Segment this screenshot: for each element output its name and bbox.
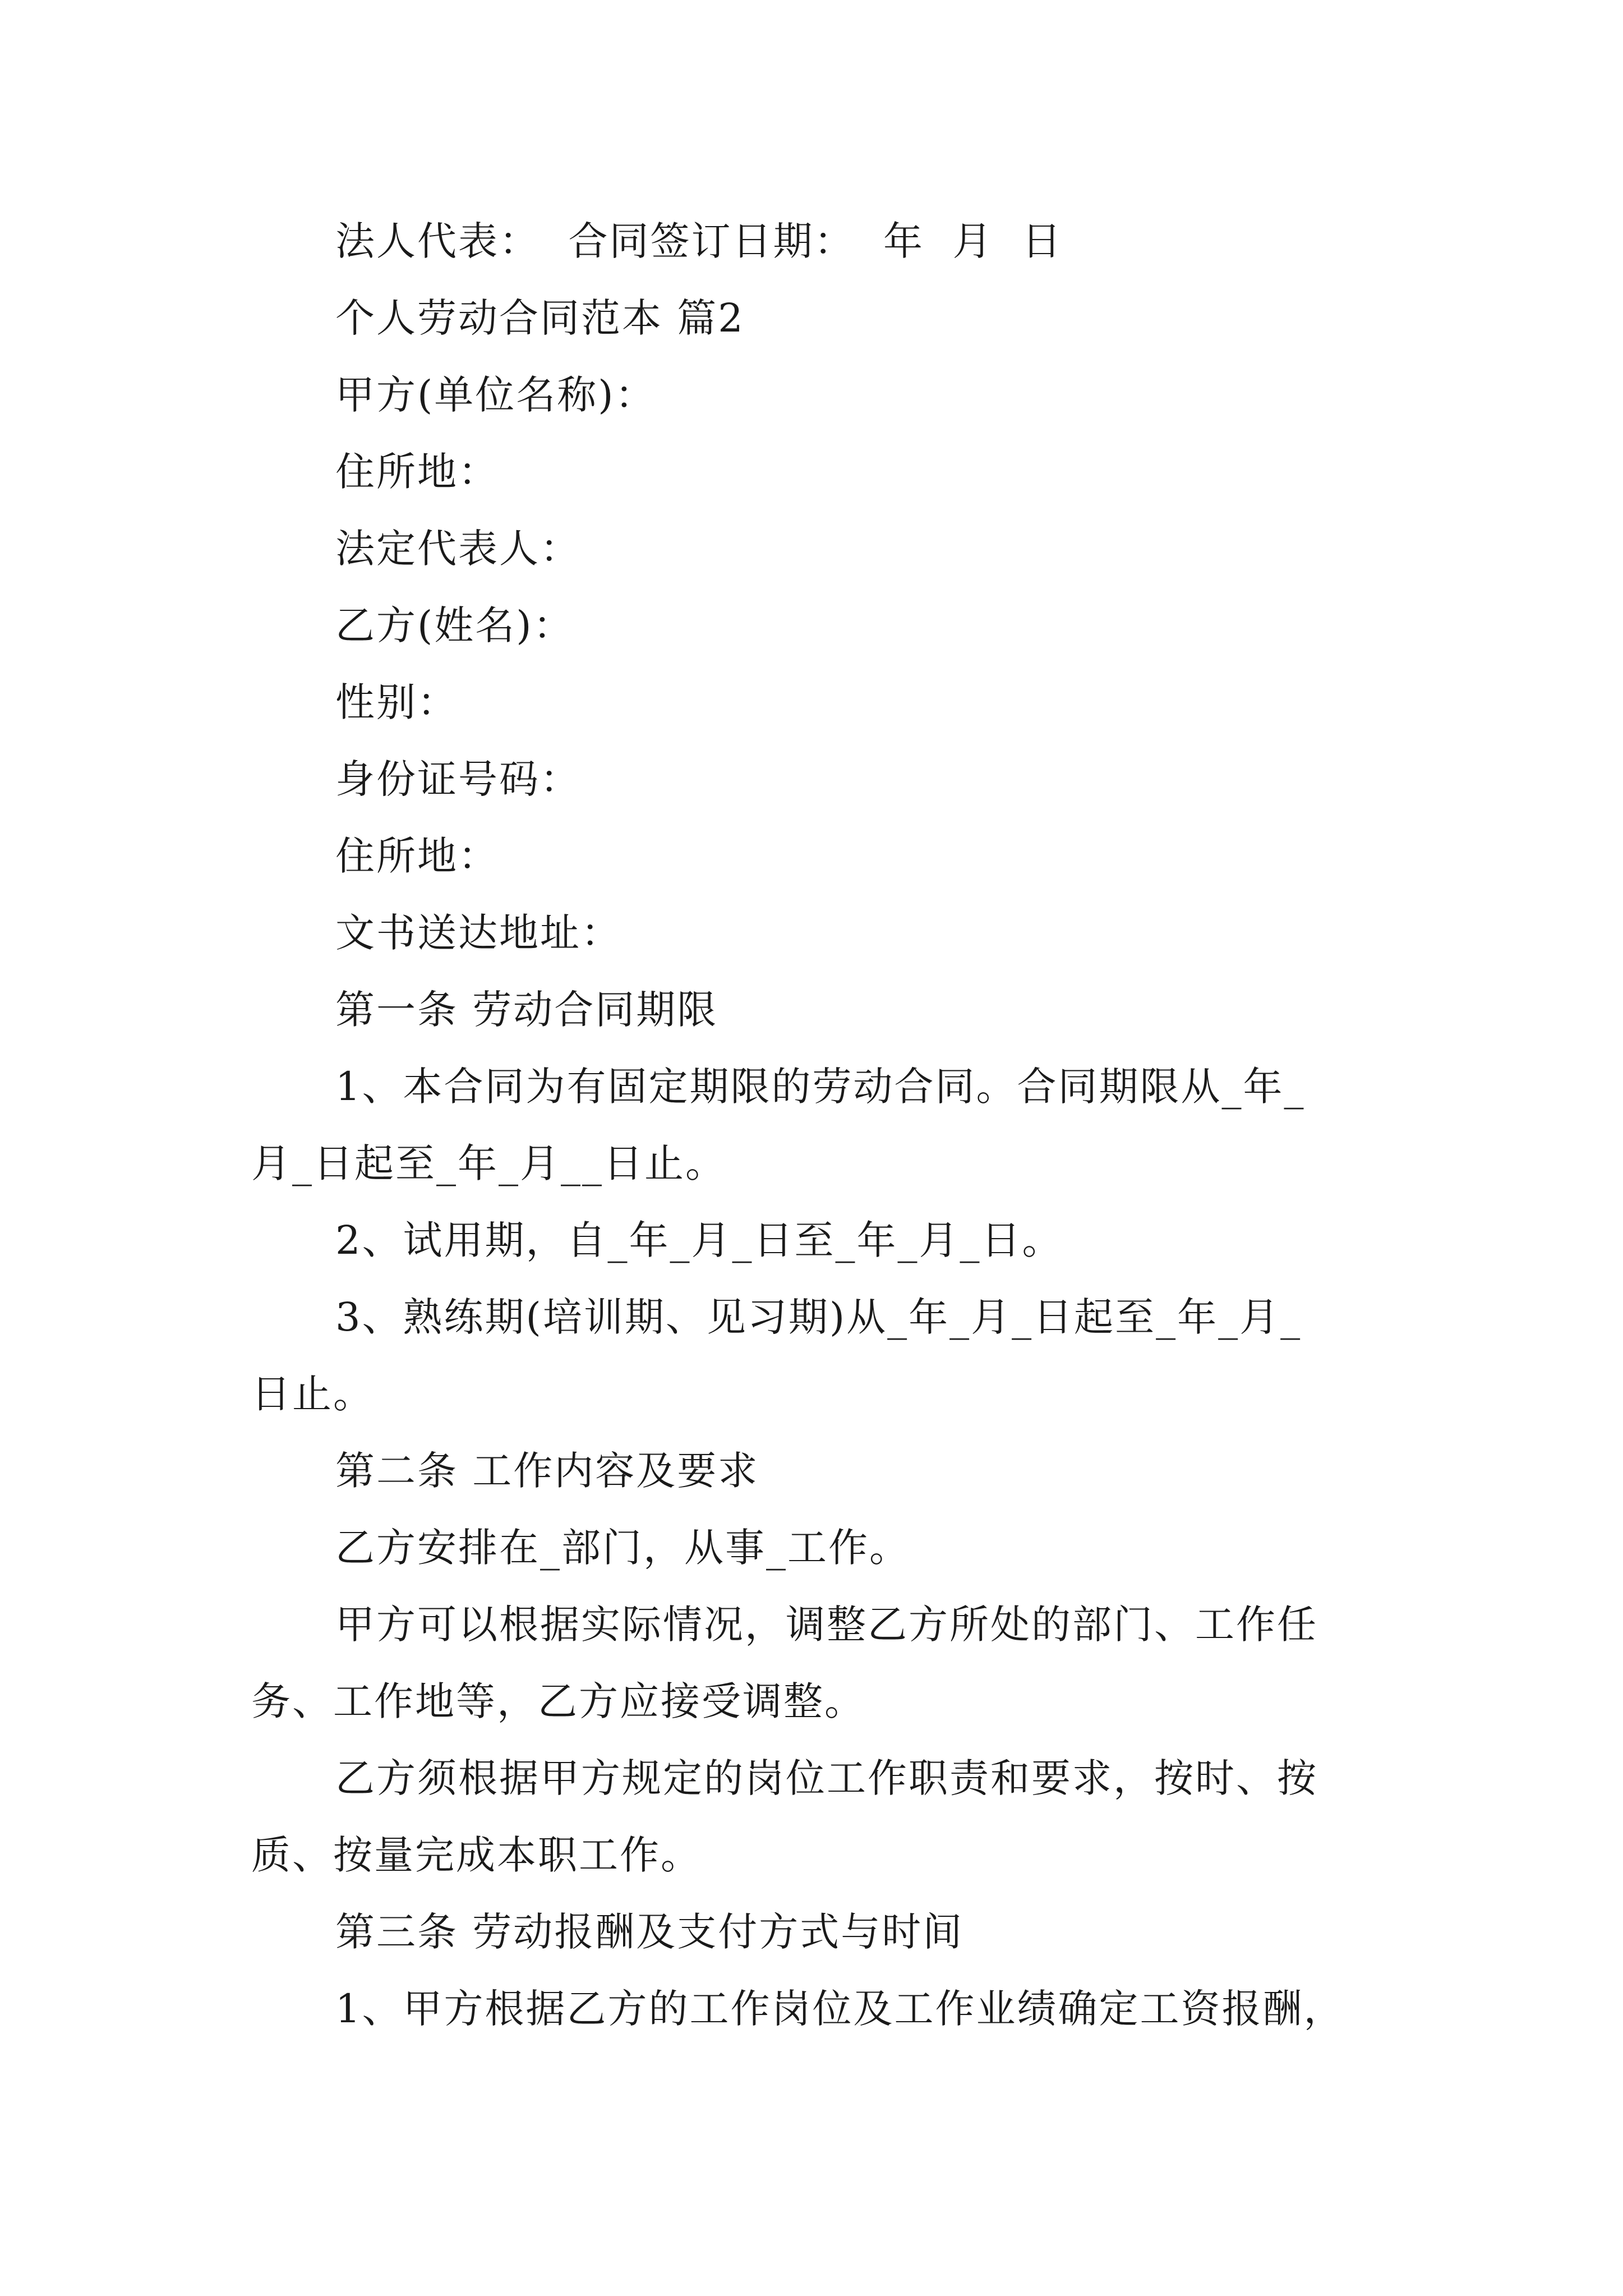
party-b-name-field: 乙方(姓名)： <box>335 602 574 648</box>
paragraph-line: 甲方可以根据实际情况，调整乙方所处的部门、工作任 <box>335 1602 1318 1648</box>
paragraph-line: 3、熟练期(培训期、见习期)从_年_月_日起至_年_月_ <box>335 1294 1302 1340</box>
paragraph-line: 月_日起至_年_月__日止。 <box>251 1140 726 1186</box>
gender-field: 性别： <box>335 679 458 725</box>
legal-representative-field: 法定代表人： <box>335 526 581 572</box>
paragraph-line: 乙方安排在_部门，从事_工作。 <box>335 1525 910 1571</box>
id-number-field: 身份证号码： <box>335 756 581 802</box>
article-heading: 第二条 工作内容及要求 <box>335 1448 759 1494</box>
party-a-name-field: 甲方(单位名称)： <box>335 372 656 418</box>
paragraph-line: 乙方须根据甲方规定的岗位工作职责和要求，按时、按 <box>335 1755 1318 1801</box>
paragraph-line: 1、甲方根据乙方的工作岗位及工作业绩确定工资报酬， <box>335 1986 1345 2032</box>
signature-date-line: 法人代表： 合同签订日期： 年 月 日 <box>335 218 1063 264</box>
paragraph-line: 2、试用期，自_年_月_日至_年_月_日。 <box>335 1217 1063 1263</box>
paragraph-line: 1、本合同为有固定期限的劳动合同。合同期限从_年_ <box>335 1064 1306 1110</box>
paragraph-line: 质、按量完成本职工作。 <box>251 1832 702 1878</box>
document-delivery-address-field: 文书送达地址： <box>335 910 622 956</box>
paragraph-line: 日止。 <box>251 1371 374 1417</box>
article-heading: 第三条 劳动报酬及支付方式与时间 <box>335 1909 964 1955</box>
section-title: 个人劳动合同范本 篇2 <box>335 295 745 341</box>
article-heading: 第一条 劳动合同期限 <box>335 987 718 1033</box>
party-b-address-field: 住所地： <box>335 833 499 879</box>
paragraph-line: 务、工作地等，乙方应接受调整。 <box>251 1678 865 1724</box>
party-a-address-field: 住所地： <box>335 449 499 495</box>
